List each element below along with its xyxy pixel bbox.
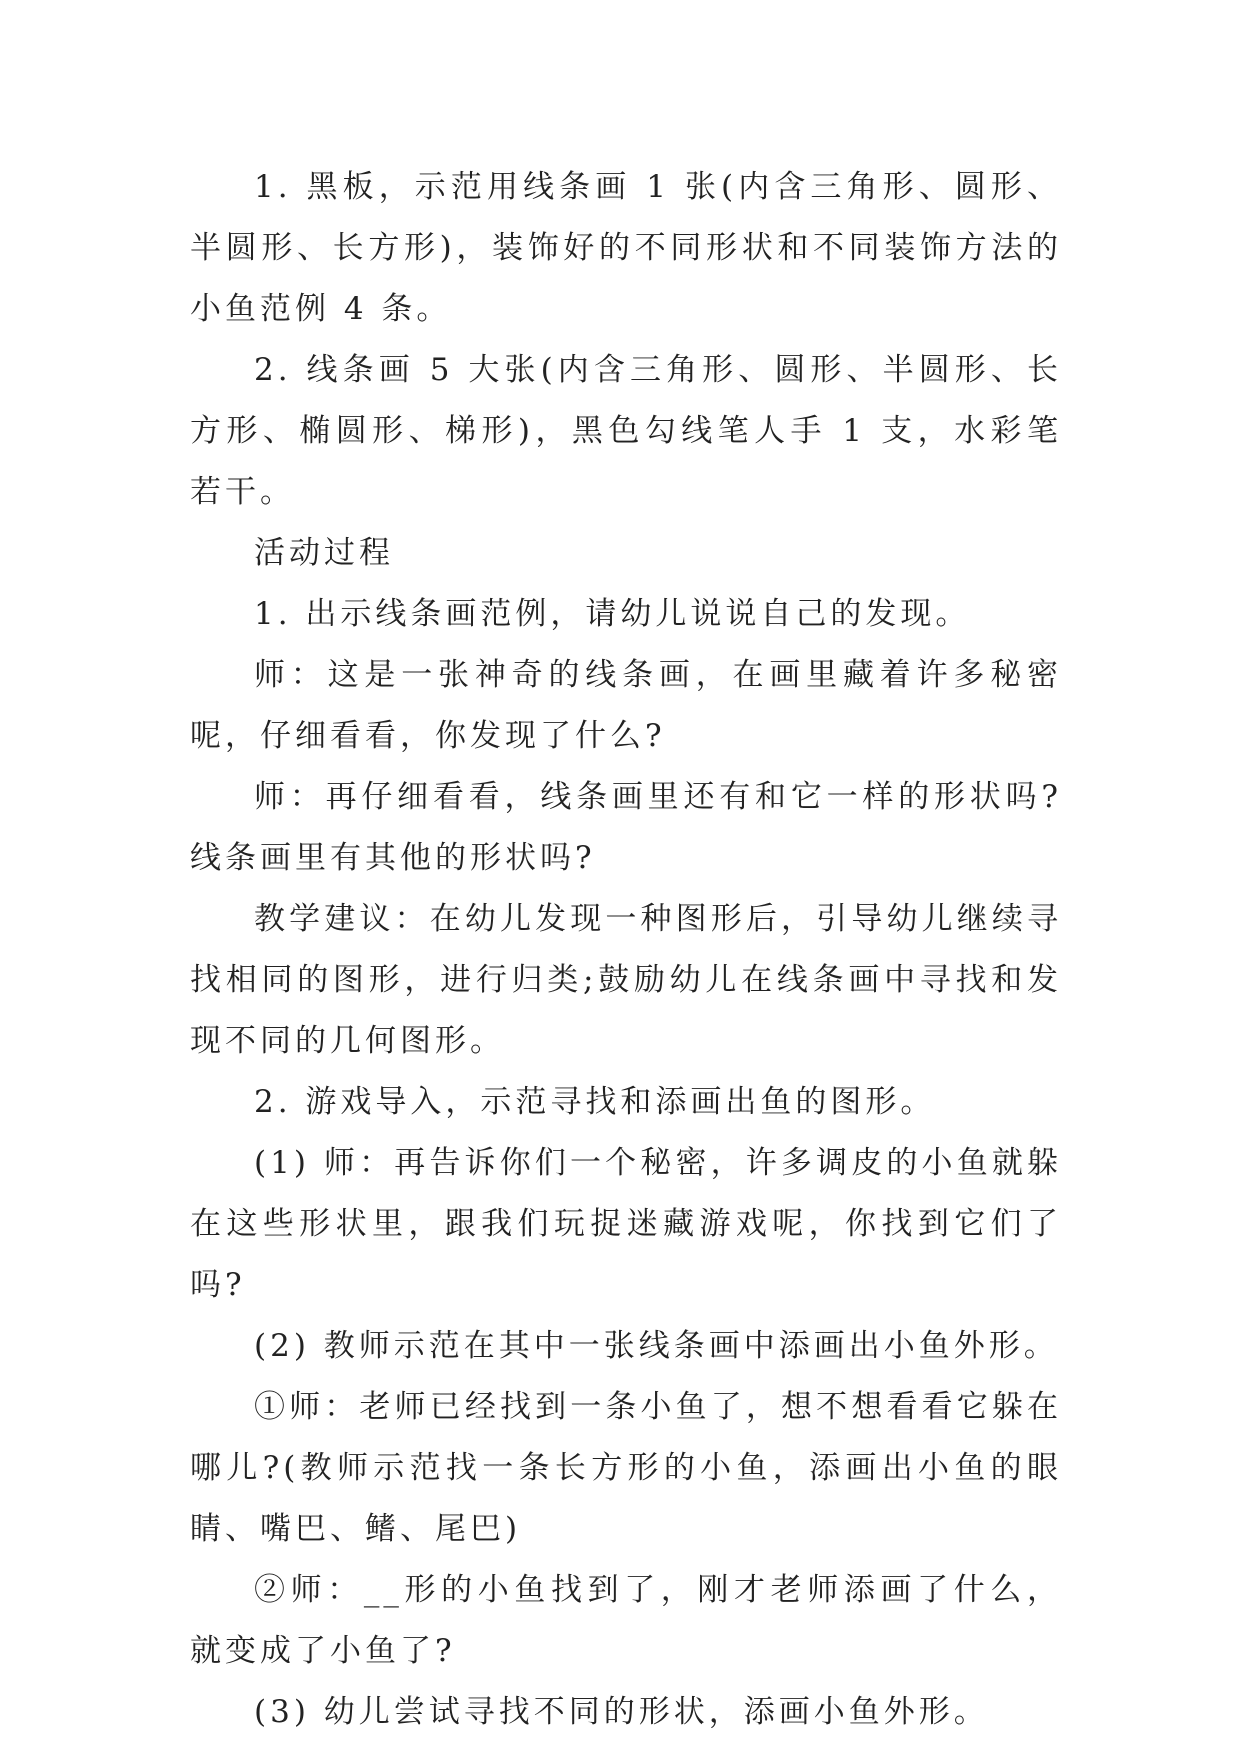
paragraph-substep-3: (3) 幼儿尝试寻找不同的形状，添画小鱼外形。: [254, 1694, 989, 1730]
paragraph-materials-2: 2. 线条画 5 大张(内含三角形、圆形、半圆形、长方形、椭圆形、梯形)，黑色勾线笔人手 1 支，水彩笔若干。: [190, 352, 1062, 510]
paragraph-materials-1: 1. 黑板，示范用线条画 1 张(内含三角形、圆形、半圆形、长方形)，装饰好的不同形状和不同装饰方法的小鱼范例 4 条。: [190, 169, 1062, 327]
paragraph-step-2: 2. 游戏导入，示范寻找和添画出鱼的图形。: [254, 1084, 936, 1120]
paragraph-substep-1: (1) 师：再告诉你们一个秘密，许多调皮的小鱼就躲在这些形状里，跟我们玩捉迷藏游戏呢，你找到它们了吗?: [190, 1145, 1062, 1303]
paragraph-teacher-line-2: 师：再仔细看看，线条画里还有和它一样的形状吗?线条画里有其他的形状吗?: [190, 779, 1062, 876]
paragraph-teacher-line-1: 师：这是一张神奇的线条画，在画里藏着许多秘密呢，仔细看看，你发现了什么?: [190, 657, 1062, 754]
section-heading-activity-process: 活动过程: [254, 535, 394, 571]
paragraph-teacher-demo-2: ②师：__形的小鱼找到了，刚才老师添画了什么，就变成了小鱼了?: [190, 1572, 1062, 1669]
paragraph-teaching-suggestion: 教学建议：在幼儿发现一种图形后，引导幼儿继续寻找相同的图形，进行归类;鼓励幼儿在线条画中寻找和发现不同的几何图形。: [190, 901, 1062, 1059]
paragraph-step-1: 1. 出示线条画范例，请幼儿说说自己的发现。: [254, 596, 971, 632]
paragraph-teacher-demo-1: ①师：老师已经找到一条小鱼了，想不想看看它躲在哪儿?(教师示范找一条长方形的小鱼，添画出小鱼的眼睛、嘴巴、鳍、尾巴): [190, 1389, 1062, 1547]
document-body: [190, 157, 1062, 1743]
paragraph-substep-2: (2) 教师示范在其中一张线条画中添画出小鱼外形。: [254, 1328, 1059, 1364]
